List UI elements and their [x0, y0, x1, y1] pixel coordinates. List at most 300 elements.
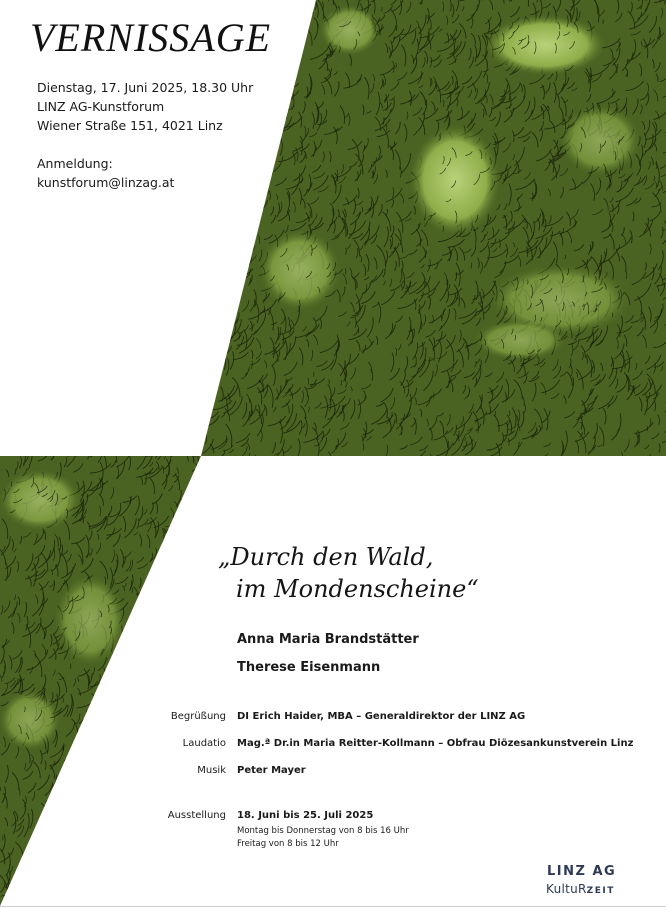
- ink-stroke: [266, 186, 268, 194]
- ink-stroke: [128, 792, 140, 801]
- ink-stroke: [51, 864, 54, 873]
- ink-stroke: [101, 893, 103, 905]
- ink-stroke: [158, 643, 160, 652]
- ink-stroke: [204, 781, 209, 789]
- ink-stroke: [126, 795, 135, 800]
- ink-stroke: [215, 265, 223, 271]
- ink-stroke: [265, 78, 270, 89]
- ink-stroke: [189, 508, 194, 531]
- ink-stroke: [156, 788, 158, 799]
- ink-stroke: [92, 442, 101, 451]
- ink-stroke: [250, 66, 271, 78]
- ink-stroke: [221, 0, 227, 5]
- ink-stroke: [255, 168, 264, 176]
- ink-stroke: [160, 668, 171, 680]
- ink-stroke: [134, 699, 136, 706]
- event-address: Wiener Straße 151, 4021 Linz: [37, 118, 223, 133]
- ink-stroke: [159, 708, 165, 714]
- ink-stroke: [239, 243, 245, 247]
- ink-stroke: [183, 876, 190, 882]
- ink-stroke: [153, 731, 161, 739]
- ink-stroke: [199, 844, 205, 850]
- ink-stroke: [100, 848, 106, 857]
- ink-stroke: [60, 779, 66, 784]
- ink-stroke: [203, 514, 211, 520]
- ink-stroke: [299, 12, 305, 21]
- ink-stroke: [99, 806, 100, 815]
- ink-stroke: [256, 111, 262, 119]
- ink-stroke: [196, 413, 200, 426]
- ink-stroke: [109, 780, 115, 789]
- ink-stroke: [209, 727, 210, 736]
- ink-stroke: [85, 722, 95, 730]
- ink-stroke: [254, 0, 269, 6]
- ink-stroke: [151, 656, 157, 678]
- ink-stroke: [82, 726, 87, 743]
- ink-stroke: [167, 858, 168, 864]
- ink-stroke: [14, 896, 20, 905]
- ink-stroke: [268, 0, 282, 5]
- ink-stroke: [84, 767, 89, 773]
- ink-stroke: [141, 842, 145, 852]
- ink-stroke: [46, 835, 50, 838]
- ink-stroke: [173, 699, 180, 703]
- ink-stroke: [47, 874, 62, 883]
- ink-stroke: [84, 776, 90, 781]
- ink-stroke: [153, 849, 160, 867]
- program-label: Musik: [197, 765, 226, 776]
- ink-stroke: [141, 783, 146, 803]
- ink-stroke: [114, 763, 118, 774]
- ink-stroke: [98, 690, 101, 703]
- ink-stroke: [65, 444, 76, 451]
- ink-stroke: [152, 738, 159, 746]
- ink-stroke: [161, 670, 170, 688]
- event-title: VERNISSAGE: [30, 15, 272, 60]
- ink-stroke: [42, 824, 57, 842]
- ink-stroke: [207, 211, 208, 222]
- ink-stroke: [163, 548, 168, 569]
- ink-stroke: [210, 349, 218, 355]
- kulturzeit-logo: [546, 882, 615, 896]
- ink-stroke: [170, 640, 179, 645]
- ink-stroke: [166, 633, 168, 646]
- artist-name: Therese Eisenmann: [237, 660, 381, 675]
- ink-stroke: [58, 820, 63, 838]
- ink-stroke: [112, 786, 128, 794]
- ink-stroke: [151, 803, 155, 823]
- ink-stroke: [99, 749, 104, 754]
- ink-stroke: [177, 625, 184, 635]
- ink-stroke: [197, 672, 199, 677]
- ink-stroke: [97, 811, 102, 832]
- ink-stroke: [97, 712, 109, 720]
- ink-stroke: [139, 684, 146, 691]
- ink-stroke: [154, 587, 158, 609]
- ink-stroke: [160, 591, 180, 601]
- program-label: Laudatio: [182, 738, 226, 749]
- ink-stroke: [203, 312, 214, 329]
- ink-stroke: [99, 752, 101, 766]
- ink-stroke: [190, 377, 193, 387]
- ink-stroke: [149, 880, 153, 891]
- ink-stroke: [155, 720, 159, 726]
- ink-stroke: [215, 206, 219, 217]
- ink-stroke: [125, 846, 133, 851]
- ink-stroke: [184, 574, 187, 584]
- ink-stroke: [203, 517, 204, 526]
- ink-stroke: [152, 644, 154, 663]
- ink-stroke: [46, 834, 47, 843]
- ink-stroke: [196, 894, 209, 908]
- ink-stroke: [61, 450, 65, 455]
- ink-stroke: [155, 890, 157, 899]
- ink-stroke: [275, 12, 296, 23]
- ink-stroke: [205, 285, 220, 295]
- ink-stroke: [100, 709, 101, 716]
- ink-stroke: [75, 831, 83, 841]
- ink-stroke: [231, 0, 233, 5]
- ink-stroke: [187, 486, 191, 500]
- ink-stroke: [198, 604, 200, 617]
- ink-stroke: [96, 833, 103, 840]
- ink-stroke: [125, 853, 129, 865]
- ink-stroke: [92, 880, 98, 891]
- ink-stroke: [179, 608, 181, 623]
- ink-stroke: [305, 1, 308, 14]
- ink-stroke: [157, 749, 167, 756]
- ink-stroke: [35, 889, 42, 894]
- ink-stroke: [254, 167, 255, 173]
- ink-stroke: [190, 613, 197, 622]
- ink-stroke: [184, 641, 187, 660]
- ink-stroke: [193, 388, 195, 393]
- ink-stroke: [115, 850, 117, 860]
- ink-stroke: [145, 894, 153, 903]
- ink-stroke: [290, 54, 294, 72]
- ink-stroke: [175, 648, 182, 664]
- ink-stroke: [163, 605, 178, 613]
- ink-stroke: [113, 681, 118, 702]
- ink-stroke: [136, 879, 145, 892]
- ink-stroke: [219, 325, 229, 333]
- ink-stroke: [157, 730, 159, 742]
- ink-stroke: [165, 752, 175, 761]
- ink-stroke: [82, 820, 84, 833]
- ink-stroke: [172, 568, 178, 574]
- ink-stroke: [169, 750, 172, 771]
- ink-stroke: [287, 51, 290, 59]
- ink-stroke: [195, 629, 198, 641]
- ink-stroke: [125, 766, 134, 772]
- ink-stroke: [163, 850, 175, 862]
- ink-stroke: [189, 588, 191, 595]
- kulturzeit-suffix: ZEIT: [586, 886, 615, 896]
- ink-stroke: [20, 865, 27, 875]
- ink-stroke: [189, 545, 201, 558]
- ink-stroke: [181, 832, 185, 844]
- ink-stroke: [40, 861, 45, 880]
- ink-stroke: [69, 822, 71, 834]
- ink-stroke: [157, 712, 161, 722]
- ink-stroke: [165, 601, 182, 614]
- ink-stroke: [73, 747, 85, 760]
- ink-stroke: [154, 569, 158, 588]
- ink-stroke: [93, 771, 94, 778]
- ink-stroke: [149, 583, 159, 604]
- ink-stroke: [164, 542, 167, 558]
- kulturzeit-prefix: KultuR: [546, 882, 587, 896]
- ink-stroke: [141, 722, 142, 727]
- ink-stroke: [38, 822, 41, 828]
- ink-stroke: [168, 700, 171, 705]
- ink-stroke: [254, 206, 257, 218]
- ink-stroke: [277, 72, 284, 78]
- ink-stroke: [76, 875, 79, 889]
- ink-stroke: [149, 718, 154, 726]
- ink-stroke: [199, 791, 200, 795]
- ink-stroke: [72, 803, 76, 816]
- ink-stroke: [240, 239, 244, 258]
- ink-stroke: [206, 240, 211, 248]
- ink-stroke: [112, 449, 115, 454]
- ink-stroke: [166, 781, 172, 785]
- ink-stroke: [160, 659, 166, 677]
- ink-stroke: [87, 766, 92, 775]
- ink-stroke: [200, 885, 205, 899]
- ink-stroke: [93, 744, 100, 752]
- ink-stroke: [129, 719, 135, 724]
- ink-stroke: [207, 596, 214, 617]
- ink-stroke: [221, 319, 223, 324]
- ink-stroke: [83, 768, 88, 778]
- ink-stroke: [210, 231, 225, 239]
- ink-stroke: [104, 871, 106, 885]
- ink-stroke: [229, 213, 230, 219]
- ink-stroke: [117, 784, 118, 794]
- ink-stroke: [127, 888, 132, 895]
- ink-stroke: [156, 678, 167, 694]
- ink-stroke: [152, 826, 157, 845]
- ink-stroke: [155, 893, 162, 908]
- ink-stroke: [167, 694, 181, 704]
- ink-stroke: [274, 66, 280, 75]
- exhibition-title-line2: im Mondenscheine“: [236, 575, 479, 603]
- ink-stroke: [194, 236, 199, 258]
- ink-stroke: [110, 829, 124, 842]
- ink-stroke: [213, 222, 217, 230]
- ink-stroke: [51, 807, 56, 815]
- ink-stroke: [171, 604, 179, 618]
- ink-stroke: [202, 369, 206, 388]
- ink-stroke: [254, 228, 256, 240]
- ink-stroke: [138, 699, 142, 718]
- ink-stroke: [264, 142, 267, 146]
- ink-stroke: [278, 3, 292, 21]
- ink-stroke: [208, 697, 217, 706]
- ink-stroke: [117, 891, 125, 908]
- ink-stroke: [288, 23, 302, 34]
- ink-stroke: [95, 879, 98, 883]
- ink-stroke: [91, 448, 94, 458]
- ink-stroke: [141, 591, 152, 598]
- ink-stroke: [118, 779, 134, 796]
- ink-stroke: [41, 888, 44, 905]
- ink-stroke: [254, 82, 255, 87]
- ink-stroke: [97, 801, 103, 807]
- ink-stroke: [133, 824, 140, 835]
- ink-stroke: [182, 613, 189, 632]
- ink-stroke: [110, 712, 112, 720]
- ink-stroke: [189, 566, 205, 574]
- ink-stroke: [211, 310, 223, 315]
- ink-stroke: [161, 895, 178, 906]
- registration-email[interactable]: kunstforum@linzag.at: [37, 175, 175, 190]
- ink-stroke: [141, 850, 148, 856]
- ink-stroke: [190, 586, 200, 592]
- ink-stroke: [193, 266, 199, 276]
- ink-stroke: [156, 654, 158, 668]
- ink-stroke: [24, 866, 30, 880]
- ink-stroke: [93, 825, 98, 830]
- ink-stroke: [104, 673, 108, 683]
- ink-stroke: [166, 745, 167, 751]
- exhibition-title: [218, 541, 479, 605]
- ink-stroke: [265, 137, 274, 142]
- ink-stroke: [169, 857, 170, 866]
- ink-stroke: [151, 755, 159, 778]
- ink-stroke: [39, 888, 42, 905]
- ink-stroke: [76, 444, 80, 456]
- ink-stroke: [205, 0, 209, 9]
- ink-stroke: [174, 885, 182, 903]
- ink-stroke: [174, 730, 180, 743]
- ink-stroke: [134, 633, 137, 645]
- ink-stroke: [190, 216, 193, 224]
- ink-stroke: [201, 369, 212, 376]
- ink-stroke: [266, 0, 267, 4]
- ink-stroke: [178, 604, 181, 615]
- ink-stroke: [161, 841, 163, 852]
- ink-stroke: [199, 405, 202, 422]
- ink-stroke: [137, 793, 142, 806]
- ink-stroke: [33, 853, 44, 858]
- ink-stroke: [257, 4, 261, 14]
- registration-label: Anmeldung:: [37, 156, 113, 171]
- exhibition-dates: 18. Juni bis 25. Juli 2025: [237, 810, 374, 821]
- ink-stroke: [212, 0, 215, 1]
- ink-stroke: [147, 765, 149, 772]
- ink-stroke: [214, 65, 222, 73]
- ink-stroke: [117, 763, 119, 775]
- ink-stroke: [205, 596, 209, 607]
- ink-stroke: [146, 440, 159, 457]
- ink-stroke: [255, 192, 257, 210]
- ink-stroke: [175, 521, 177, 531]
- opening-hours-friday: Freitag von 8 bis 12 Uhr: [237, 839, 339, 849]
- ink-stroke: [299, 3, 303, 13]
- ink-stroke: [284, 6, 286, 15]
- ink-stroke: [134, 760, 141, 778]
- ink-stroke: [175, 536, 181, 553]
- ink-stroke: [191, 872, 192, 880]
- ink-stroke: [202, 256, 210, 260]
- ink-stroke: [190, 771, 193, 779]
- ink-stroke: [121, 867, 129, 871]
- ink-stroke: [169, 850, 172, 858]
- ink-stroke: [56, 876, 62, 896]
- ink-stroke: [171, 779, 179, 797]
- ink-stroke: [57, 802, 61, 817]
- ink-stroke: [62, 800, 70, 804]
- ink-stroke: [192, 440, 198, 450]
- ink-stroke: [220, 230, 233, 247]
- ink-stroke: [75, 430, 82, 452]
- ink-stroke: [297, 36, 303, 40]
- ink-stroke: [198, 858, 199, 868]
- ink-stroke: [208, 674, 210, 691]
- ink-stroke: [241, 217, 244, 228]
- ink-stroke: [149, 603, 157, 607]
- ink-stroke: [61, 868, 65, 890]
- ink-stroke: [200, 481, 203, 491]
- ink-stroke: [150, 438, 160, 457]
- ink-stroke: [131, 810, 134, 826]
- ink-stroke: [191, 502, 197, 525]
- ink-stroke: [188, 758, 190, 763]
- ink-stroke: [94, 889, 95, 895]
- ink-stroke: [190, 539, 203, 552]
- ink-stroke: [93, 751, 95, 759]
- ink-stroke: [59, 810, 63, 818]
- ink-stroke: [217, 335, 225, 358]
- ink-stroke: [100, 740, 110, 748]
- ink-stroke: [53, 849, 67, 862]
- ink-stroke: [64, 815, 76, 828]
- ink-stroke: [78, 866, 80, 871]
- ink-stroke: [75, 771, 89, 781]
- ink-stroke: [222, 265, 225, 287]
- ink-stroke: [80, 811, 95, 825]
- ink-stroke: [186, 864, 192, 877]
- ink-stroke: [37, 825, 58, 836]
- ink-stroke: [96, 702, 101, 719]
- ink-stroke: [171, 677, 179, 683]
- ink-stroke: [267, 145, 273, 151]
- ink-stroke: [48, 888, 52, 906]
- ink-stroke: [191, 851, 193, 860]
- ink-stroke: [208, 871, 220, 890]
- ink-stroke: [137, 596, 154, 610]
- ink-stroke: [240, 202, 246, 208]
- ink-stroke: [194, 507, 204, 524]
- ink-stroke: [221, 193, 236, 205]
- ink-stroke: [220, 278, 225, 287]
- ink-stroke: [56, 797, 66, 805]
- ink-stroke: [173, 864, 175, 869]
- ink-stroke: [199, 233, 204, 236]
- ink-stroke: [276, 113, 283, 117]
- ink-stroke: [149, 682, 154, 688]
- ink-stroke: [206, 666, 208, 678]
- ink-stroke: [135, 818, 136, 825]
- ink-stroke: [184, 508, 188, 530]
- ink-stroke: [146, 587, 157, 602]
- ink-stroke: [44, 816, 51, 827]
- ink-stroke: [58, 821, 60, 828]
- ink-stroke: [65, 883, 72, 891]
- ink-stroke: [191, 442, 195, 458]
